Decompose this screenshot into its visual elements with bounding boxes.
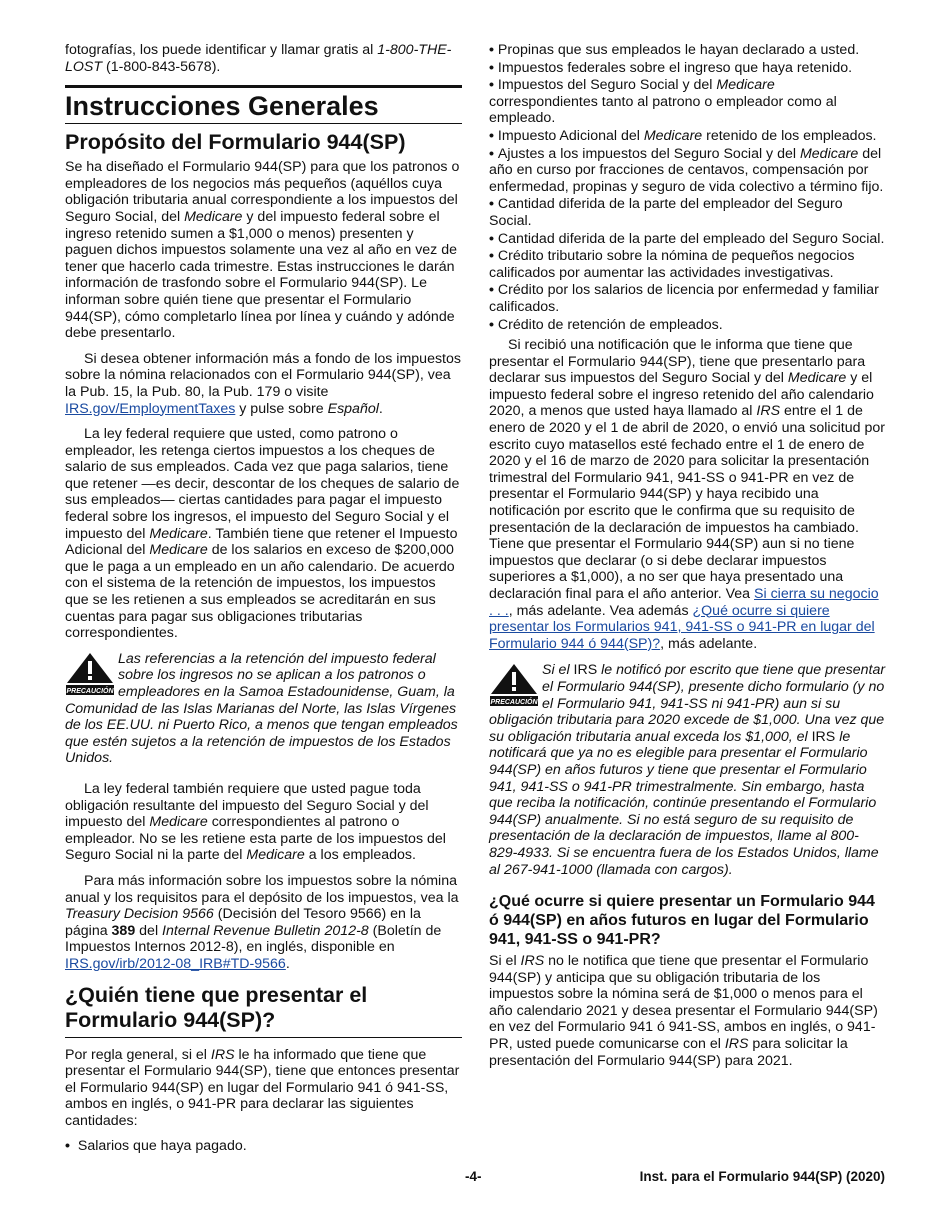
list-item: • Ajustes a los impuestos del Seguro Social y del Medicare del año en curso por fracciones de centavos, compensación por enfermedad, propinas y seguro de vida colectivo a término fijo. — [489, 145, 884, 195]
caution-label: PRECAUCIÓN — [490, 699, 538, 707]
list-item: • Crédito por los salarios de licencia por enfermedad y familiar calificados. — [489, 282, 879, 315]
section-title: Instrucciones Generales — [65, 85, 462, 124]
list-item: • Propinas que sus empleados le hayan declarado a usted. — [489, 42, 860, 58]
who-must-file-paragraph: Por regla general, si el IRS le ha informado que tiene que presentar el Formulario 944(SP), tiene que entonces presentar el Formulario 944(SP) en lugar del Formulario 941 ó 941-SS, ambos en inglés, o 941-PR para declarar las siguientes cantidades: — [65, 1046, 460, 1129]
list-item: • Crédito de retención de empleados. — [489, 316, 723, 333]
list-item: • Impuestos del Seguro Social y del Medicare correspondientes tanto al patrono o empleador como al empleado. — [489, 77, 837, 127]
list-item: • Salarios que haya pagado. — [65, 1138, 247, 1155]
closing-business-link[interactable]: Si cierra su negocio . . . — [489, 586, 879, 619]
withholding-paragraph: La ley federal requiere que usted, como patrono o empleador, les retenga ciertos impuestos a los cheques de salario de sus empleados. Cada vez que paga salarios, tiene que retener —es decir, descontar de los cheques de salario de sus empleados— ciertas cantidades para pagar el impuesto federal sobre los ingresos, el impuesto del Seguro Social y el impuesto del Medicare. También tiene que retener el Impuesto Adicional del Medicare de los salarios en exceso de $200,000 que le paga a un empleado en un año calendario. De acuerdo con el sistema de la retención de impuestos, los impuestos que se les retienen a sus empleados se acreditarán en sus cuentas para pagar sus obligaciones tributarias correspondientes. — [65, 426, 460, 642]
employment-taxes-link[interactable]: IRS.gov/EmploymentTaxes — [65, 400, 236, 417]
treasury-decision-paragraph: Para más información sobre los impuestos sobre la nómina anual y los requisitos para el depósito de los impuestos, vea la Treasury Decision 9566 (Decisión del Tesoro 9566) en la página 389 del Internal Revenue Bulletin 2012-8 (Boletín de Impuestos Internos 2012-8), en inglés, disponible en IRS.gov/irb/2012-08_IRB#TD-9566. — [65, 872, 459, 972]
notification-paragraph: Si recibió una notificación que le informa que tiene que presentar el Formulario 944(SP), tiene que presentarlo para declarar sus impuestos del Seguro Social y del Medicare y el impuesto federal sobre el ingreso retenido del año calendario 2020, a menos que usted haya llamado al IRS entre el 1 de enero de 2020 y el 1 de abril de 2020, o envió una solicitud por escrito cuyo matasellos esté fechado entre el 1 de enero de 2020 y el 16 de marzo de 2020 para solicitar la presentación trimestral del Formulario 941, 941-SS o 941-PR en vez de presentar el Formulario 944(SP) y haya recibido una notificación por escrito que le confirma que su requisito de presentación de la declaración de impuestos ha cambiado. Tiene que presentar el Formulario 944(SP) aun si no tiene impuestos que declarar (o si debe declarar impuestos superiores a $1,000), a no ser que haya presentado una declaración final para el año anterior. Vea Si cierra su negocio . . ., más adelante. Vea además ¿Qué ocurre si quiere presentar los Formularios 941, 941-SS o 941-PR en lugar del Formulario 944 ó 944(SP)?, más adelante. — [489, 337, 885, 652]
right-column — [489, 42, 886, 1078]
file-941-instead-link[interactable]: ¿Qué ocurre si quiere presentar los Formularios 941, 941-SS o 941-PR en lugar del Formulario 944 ó 944(SP)? — [489, 602, 875, 652]
irb-link[interactable]: IRS.gov/irb/2012-08_IRB#TD-9566 — [65, 955, 286, 972]
future-years-heading: ¿Qué ocurre si quiere presentar un Formulario 944 ó 944(SP) en años futuros en lugar del Formulario 941, 941-SS o 941-PR? — [489, 893, 875, 949]
caution-note-notification: PRECAUCIÓN Si el IRS le notificó por escrito que tiene que presentar el Formulario 944(SP), presente dicho formulario (y no el Formulario 941, 941-SS ni 941-PR) aun si su obligación tributaria para 2020 excede de $1,000. Una vez que su obligación tributaria anual exceda los $1,000, el IRS le notificará que ya no es elegible para presentar el Formulario 944(SP) en años futuros y tiene que presentar el Formulario 941, 941-SS o 941-PR trimestralmente. Sin embargo, hasta que reciba la notificación, continúe presentando el Formulario 944(SP) anualmente. Si no está seguro de su requisito de presentación de la declaración de impuestos, llame al 800-829-4933. Si se encuentra fuera de los Estados Unidos, llame al 267-941-1000 (llamada con cargos). — [489, 662, 886, 878]
caution-label: PRECAUCIÓN — [66, 687, 114, 695]
caution-note-territories: PRECAUCIÓN Las referencias a la retención del impuesto federal sobre los ingresos no se aplican a los patronos o empleadores en la Samoa Estadounidense, Guam, la Comunidad de las Islas Marianas del Norte, las Islas Vírgenes de los EE.UU. ni Puerto Rico, a menos que tengan empleados que estén sujetos a la retención de impuestos de los Estados Unidos. — [65, 650, 458, 767]
left-column — [65, 42, 462, 1156]
intro-continuation: fotografías, los puede identificar y llamar gratis al 1-800-THE-LOST (1-800-843-5678). — [65, 42, 452, 75]
list-item: • Impuestos federales sobre el ingreso que haya retenido. — [489, 59, 853, 76]
purpose-heading: Propósito del Formulario 944(SP) — [65, 130, 406, 155]
amounts-list — [489, 42, 886, 333]
list-item: • Impuesto Adicional del Medicare retenido de los empleados. — [489, 127, 877, 144]
page-number: -4- — [465, 1169, 482, 1184]
caution-icon — [65, 651, 115, 697]
future-years-paragraph: Si el IRS no le notifica que tiene que presentar el Formulario 944(SP) y anticipa que su obligación tributaria de los impuestos sobre la nómina será de $1,000 o menos para el año calendario 2021 y desea presentar el Formulario 944(SP) en vez del Formulario 941 ó 941-SS, ambos en inglés, o 941-PR, usted puede comunicarse con el IRS para solicitar la presentación del Formulario 944(SP) para 2021. — [489, 953, 878, 1069]
more-info-paragraph: Si desea obtener información más a fondo de los impuestos sobre la nómina relacionados con el Formulario 944(SP), vea la Pub. 15, la Pub. 80, la Pub. 179 o visite IRS.gov/EmploymentTaxes y pulse sobre Español. — [65, 350, 461, 417]
amounts-list-start — [65, 1138, 462, 1155]
list-item: • Crédito tributario sobre la nómina de pequeños negocios calificados por aumentar las actividades investigativas. — [489, 248, 855, 281]
list-item: • Cantidad diferida de la parte del empleado del Seguro Social. — [489, 230, 885, 247]
list-item: • Cantidad diferida de la parte del empleador del Seguro Social. — [489, 196, 843, 229]
employer-share-paragraph: La ley federal también requiere que usted pague toda obligación resultante del impuesto del Seguro Social y del impuesto del Medicare correspondientes al patrono o empleador. No se les retiene esta parte de los impuestos del Seguro Social ni la parte del Medicare a los empleados. — [65, 780, 446, 864]
footer-form-title: Inst. para el Formulario 944(SP) (2020) — [639, 1169, 885, 1184]
who-must-file-heading: ¿Quién tiene que presentar el Formulario 944(SP)? — [65, 983, 462, 1038]
purpose-paragraph: Se ha diseñado el Formulario 944(SP) para que los patronos o empleadores de los negocios más pequeños (aquéllos cuya obligación tributaria anual correspondiente a los impuestos del Seguro Social, del Medicare y del impuesto federal sobre el ingreso retenido sumen a $1,000 o menos) presenten y paguen dichos impuestos solamente una vez al año en vez de tener que hacerlo cada trimestre. Estas instrucciones le darán información de trasfondo sobre el Formulario 944(SP). Le informan sobre quién tiene que presentar el Formulario 944(SP), cómo completarlo línea por línea y cuándo y adónde debe presentarlo. — [65, 159, 460, 342]
caution-icon — [489, 662, 539, 708]
